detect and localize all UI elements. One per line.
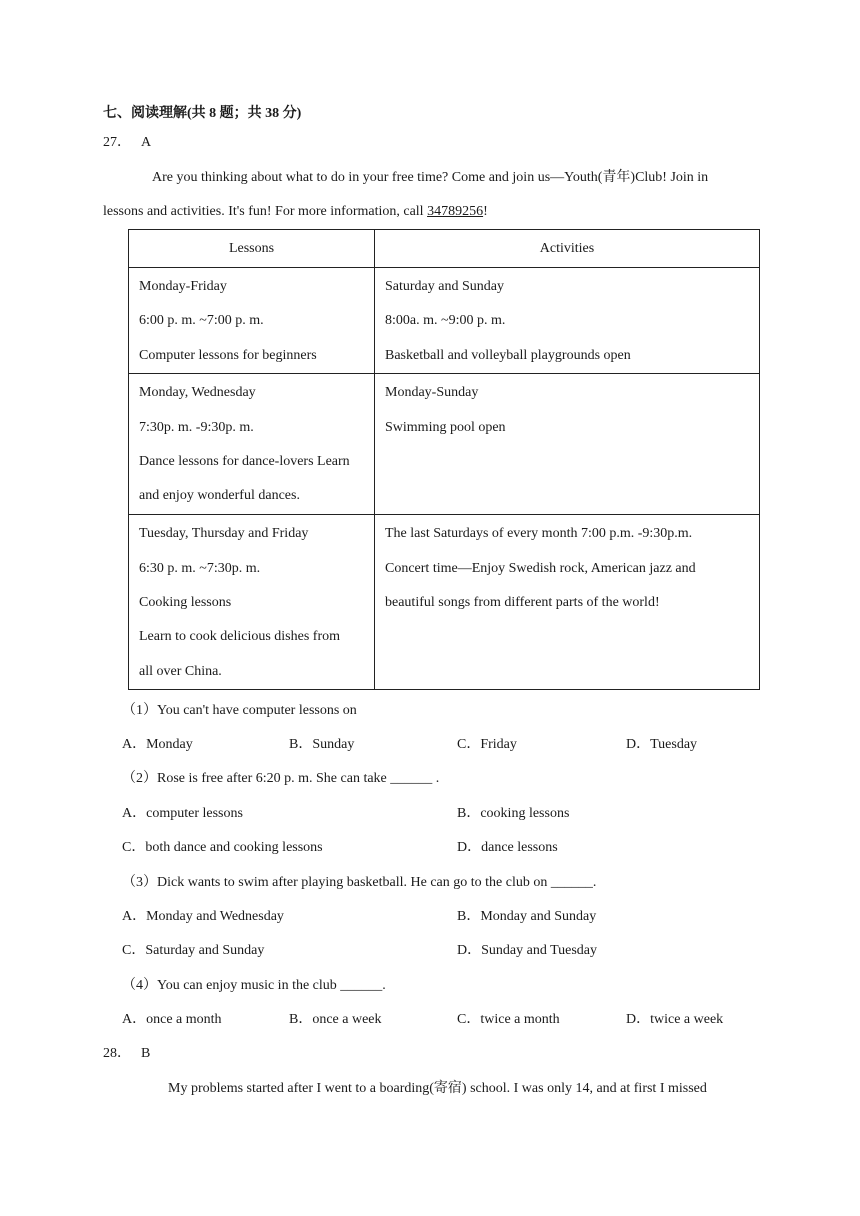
question-2-option-a[interactable]: A．computer lessons [122, 806, 243, 821]
cell-line: Concert time—Enjoy Swedish rock, American jazz and [385, 560, 696, 576]
question-4-stem: （4）You can enjoy music in the club ______. [122, 978, 386, 993]
table-row [129, 515, 760, 690]
activities-cell [375, 515, 760, 690]
question-1-option-b[interactable]: B．Sunday [289, 737, 355, 752]
passage-a-line-2-end: ! [483, 204, 488, 219]
question-3-option-c[interactable]: C．Saturday and Sunday [122, 943, 265, 958]
question-1-option-c[interactable]: C．Friday [457, 737, 517, 752]
question-27-number: 27． [103, 135, 131, 150]
cell-line: Monday-Friday [139, 279, 227, 294]
cell-line: Tuesday, Thursday and Friday [139, 526, 309, 542]
passage-b-line-1: My problems started after I went to a boarding(寄宿) school. I was only 14, and at first I missed [168, 1081, 707, 1096]
table-row [129, 374, 760, 515]
cell-line: Swimming pool open [385, 419, 506, 435]
lessons-cell [129, 268, 375, 374]
question-4-option-c[interactable]: C．twice a month [457, 1012, 560, 1027]
table-header-row [129, 230, 760, 268]
cell-line: 7:30p. m. -9:30p. m. [139, 419, 254, 435]
header-activities: Activities [375, 230, 760, 268]
question-28-label: B [141, 1046, 151, 1061]
question-2-option-b[interactable]: B．cooking lessons [457, 806, 570, 821]
section-title: 七、阅读理解(共 8 题；共 38 分) [103, 106, 302, 121]
question-4-option-a[interactable]: A．once a month [122, 1012, 222, 1027]
cell-line: and enjoy wonderful dances. [139, 488, 300, 504]
activities-cell [375, 268, 760, 374]
table-row [129, 268, 760, 374]
cell-line: 6:30 p. m. ~7:30p. m. [139, 560, 261, 576]
question-1-option-a[interactable]: A．Monday [122, 737, 193, 752]
activities-cell [375, 374, 760, 515]
cell-line: 6:00 p. m. ~7:00 p. m. [139, 313, 264, 329]
question-2-stem: （2）Rose is free after 6:20 p. m. She can take ______ . [122, 771, 440, 786]
question-1-stem: （1）You can't have computer lessons on [122, 703, 357, 718]
question-3-stem: （3）Dick wants to swim after playing basketball. He can go to the club on ______. [122, 875, 597, 890]
passage-a-line-2-text: lessons and activities. It's fun! For more information, call [103, 204, 428, 219]
lessons-cell [129, 515, 375, 690]
cell-line: Dance lessons for dance-lovers Learn [139, 453, 350, 469]
cell-line: Saturday and Sunday [385, 279, 504, 294]
club-schedule-table [128, 229, 760, 690]
question-28-number: 28． [103, 1046, 131, 1061]
cell-line: Computer lessons for beginners [139, 347, 317, 363]
lessons-cell [129, 374, 375, 515]
question-27-label: A [141, 135, 152, 150]
question-4-option-b[interactable]: B．once a week [289, 1012, 382, 1027]
cell-line: all over China. [139, 663, 222, 679]
phone-number: 34789256 [427, 204, 484, 219]
cell-line: Monday, Wednesday [139, 385, 256, 401]
cell-line: Learn to cook delicious dishes from [139, 629, 341, 645]
passage-a-line-2 [103, 205, 488, 219]
question-3-option-a[interactable]: A．Monday and Wednesday [122, 909, 284, 924]
question-3-option-b[interactable]: B．Monday and Sunday [457, 909, 597, 924]
cell-line: Basketball and volleyball playgrounds open [385, 347, 631, 363]
question-4-option-d[interactable]: D．twice a week [626, 1012, 724, 1027]
cell-line: beautiful songs from different parts of the world! [385, 594, 660, 610]
question-1-option-d[interactable]: D．Tuesday [626, 737, 698, 752]
question-3-option-d[interactable]: D．Sunday and Tuesday [457, 943, 598, 958]
passage-a-line-1: Are you thinking about what to do in your free time? Come and join us—Youth(青年)Club! Join in [152, 170, 709, 185]
cell-line: Monday-Sunday [385, 385, 479, 401]
cell-line: Cooking lessons [139, 594, 232, 610]
header-lessons: Lessons [129, 230, 375, 268]
cell-line: 8:00a. m. ~9:00 p. m. [385, 313, 506, 329]
question-2-option-d[interactable]: D．dance lessons [457, 840, 558, 855]
question-2-option-c[interactable]: C．both dance and cooking lessons [122, 840, 323, 855]
cell-line: The last Saturdays of every month 7:00 p.m. -9:30p.m. [385, 526, 693, 542]
